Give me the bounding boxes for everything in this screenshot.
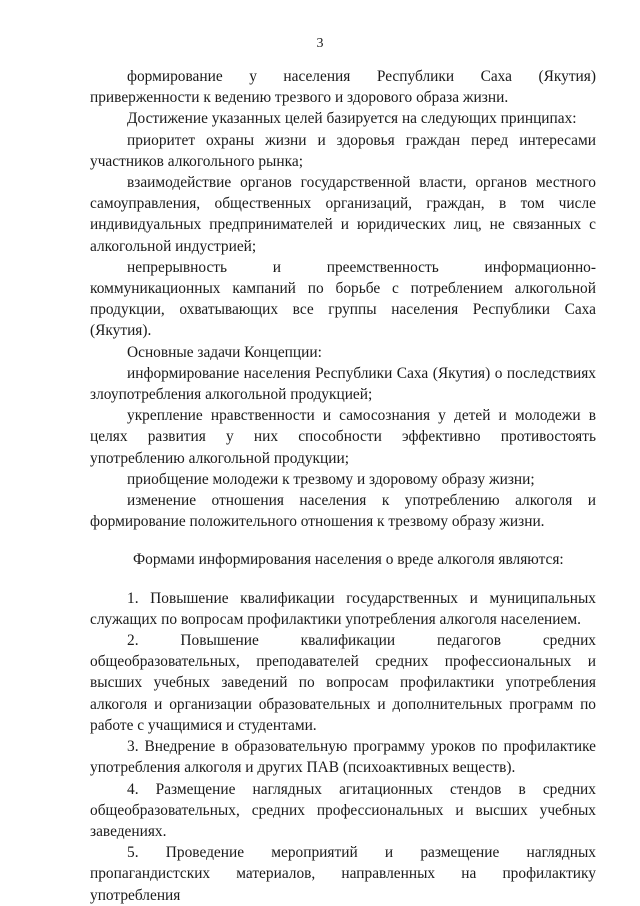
paragraph-task-informing: информирование населения Республики Саха (Якутия) о последствиях злоупотребления алкогольной продукцией;	[90, 364, 596, 404]
paragraph-principle-continuity: непрерывность и преемственность информационно-коммуникационных кампаний по борьбе с потреблением алкогольной продукции, охватывающих все группы населения Республики Саха (Якутия).	[90, 258, 596, 340]
paragraph-tasks-intro: Основные задачи Концепции:	[127, 343, 322, 361]
paragraph-task-morality: укрепление нравственности и самосознания у детей и молодежи в целях развития у них способности эффективно противостоять употреблению алкогольной продукции;	[90, 407, 596, 467]
section-heading: Формами информирования населения о вреде алкоголя являются:	[133, 551, 564, 569]
paragraph-principle-priority: приоритет охраны жизни и здоровья граждан перед интересами участников алкогольного рынка;	[90, 131, 596, 170]
page-number: 3	[316, 36, 324, 51]
paragraph-principle-cooperation: взаимодействие органов государственной власти, органов местного самоуправления, общественных организаций, граждан, в том числе индивидуальных предпринимателей и юридических лиц, не связанных с алкогольной индустрией;	[90, 174, 596, 255]
paragraph-task-attitude: изменение отношения населения к употреблению алкоголя и формирование положительного отношения к трезвому образу жизни.	[90, 492, 596, 531]
list-item: 2. Повышение квалификации педагогов средних общеобразовательных, преподавателей средних профессиональных и высших учебных заведений по вопросам профилактики употребления алкоголя и организации образовательных и дополнительных программ по работе с учащимися и студентами.	[90, 632, 596, 734]
list-item: 1. Повышение квалификации государственных и муниципальных служащих по вопросам профилактики употребления алкоголя населением.	[90, 589, 596, 628]
list-item: 5. Проведение мероприятий и размещение наглядных пропагандистских материалов, направленных на профилактику употребления	[90, 844, 596, 904]
list-item: 4. Размещение наглядных агитационных стендов в средних общеобразовательных, средних профессиональных и высших учебных заведениях.	[90, 780, 596, 840]
paragraph-task-healthy-lifestyle: приобщение молодежи к трезвому и здоровому образу жизни;	[127, 470, 535, 488]
list-item: 3. Внедрение в образовательную программу уроков по профилактике употребления алкоголя и других ПАВ (психоактивных веществ).	[90, 738, 596, 777]
paragraph-principles-intro: Достижение указанных целей базируется на следующих принципах:	[127, 110, 577, 128]
document-body	[90, 66, 596, 906]
paragraph-goal-sobriety: формирование у населения Республики Саха (Якутия) приверженности к ведению трезвого и здорового образа жизни.	[90, 68, 596, 107]
